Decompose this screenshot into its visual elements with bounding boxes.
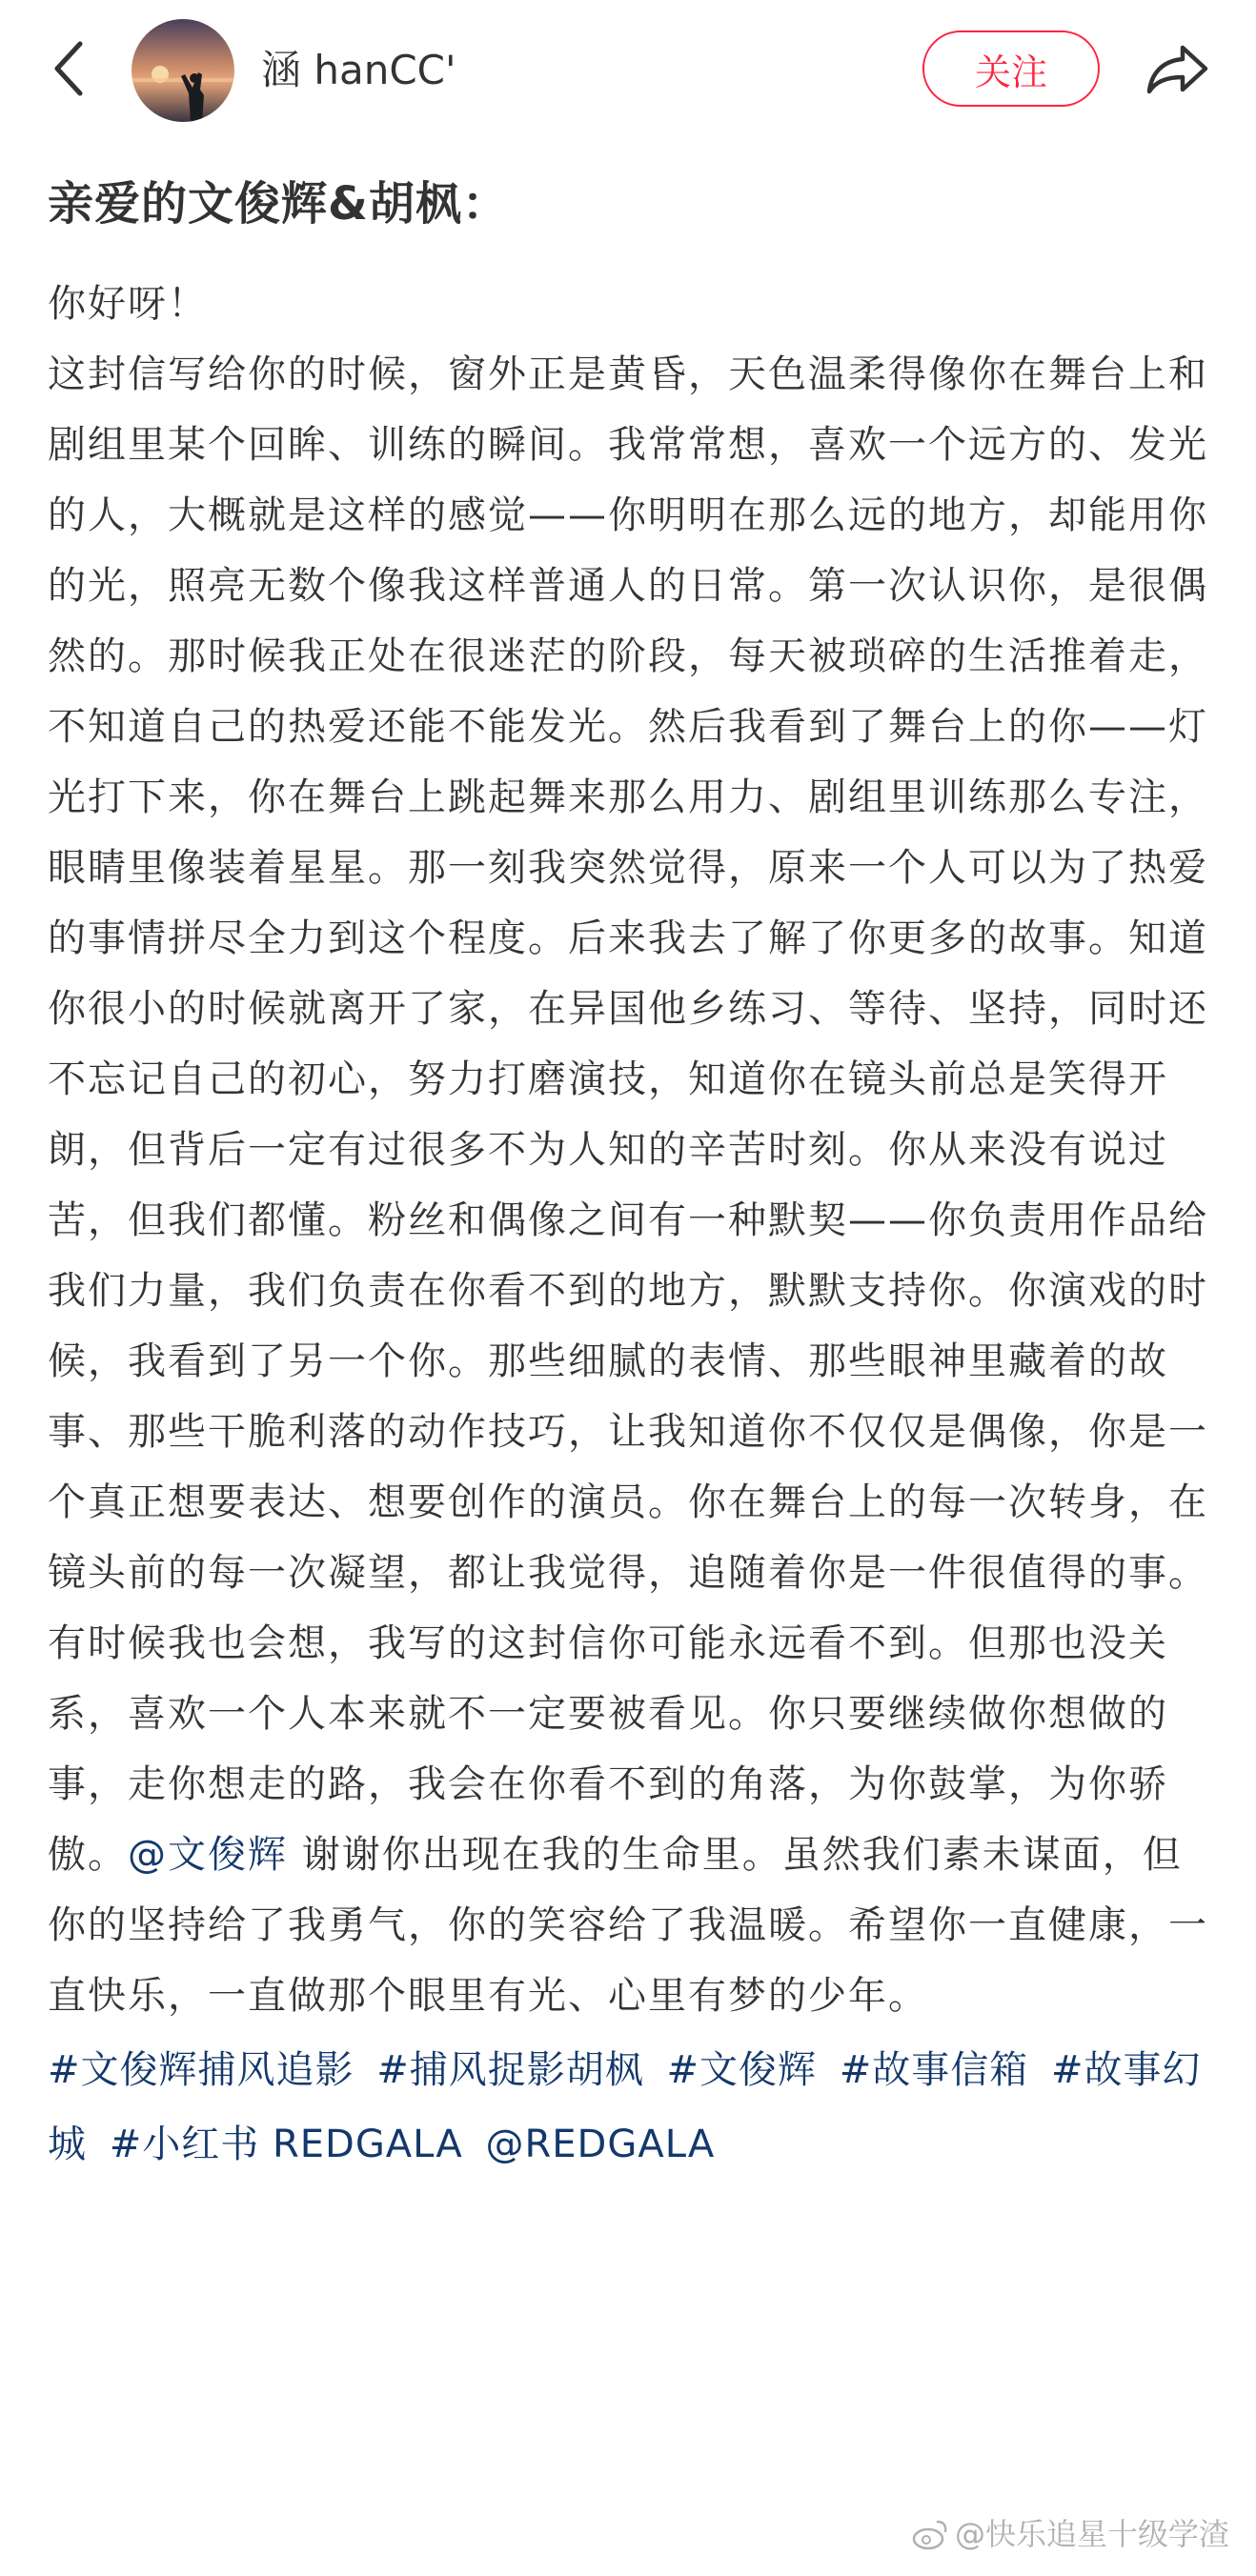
- watermark-text: @快乐追星十级学渣: [954, 2516, 1229, 2552]
- post-content: [48, 170, 1210, 2182]
- share-icon: [1145, 42, 1211, 95]
- post-greeting: 你好呀！: [48, 282, 208, 326]
- top-bar: [0, 0, 1256, 143]
- hashtag-list: [48, 2033, 1210, 2182]
- watermark: [911, 2515, 1229, 2553]
- avatar[interactable]: [132, 19, 234, 122]
- post-body-text: 这封信写给你的时候，窗外正是黄昏，天色温柔得像你在舞台上和剧组里某个回眸、训练的瞬间。我常常想，喜欢一个远方的、发光的人，大概就是这样的感觉——你明明在那么远的地方，却能用你的光，照亮无数个像我这样普通人的日常。第一次认识你，是很偶然的。那时候我正处在很迷茫的阶段，每天被琐碎的生活推着走，不知道自己的热爱还能不能发光。然后我看到了舞台上的你——灯光打下来，你在舞台上跳起舞来那么用力、剧组里训练那么专注，眼睛里像装着星星。那一刻我突然觉得，原来一个人可以为了热爱的事情拼尽全力到这个程度。后来我去了解了你更多的故事。知道你很小的时候就离开了家，在异国他乡练习、等待、坚持，同时还不忘记自己的初心，努力打磨演技，知道你在镜头前总是笑得开朗，但背后一定有过很多不为人知的辛苦时刻。你从来没有说过苦，但我们都懂。粉丝和偶像之间有一种默契——你负责用作品给我们力量，我们负责在你看不到的地方，默默支持你。你演戏的时候，我看到了另一个你。那些细腻的表情、那些眼神里藏着的故事、那些干脆利落的动作技巧，让我知道你不仅仅是偶像，你是一个真正想要表达、想要创作的演员。你在舞台上的每一次转身，在镜头前的每一次凝望，都让我觉得，追随着你是一件很值得的事。有时候我也会想，我写的这封信你可能永远看不到。但那也没关系，喜欢一个人本来就不一定要被看见。你只要继续做你想做的事，走你想走的路，我会在你看不到的角落，为你鼓掌，为你骄傲。: [48, 352, 1208, 1877]
- post-title: 亲爱的文俊辉&胡枫：: [48, 177, 509, 231]
- hashtag-link[interactable]: #小红书 REDGALA: [109, 2123, 463, 2166]
- back-button[interactable]: [42, 34, 95, 103]
- hashtag-link[interactable]: #故事幻城: [48, 2048, 1202, 2166]
- chevron-left-icon: [51, 40, 86, 97]
- username[interactable]: 涵 hanCC': [261, 47, 456, 93]
- mention-link[interactable]: @REDGALA: [485, 2123, 716, 2166]
- avatar-image: [132, 19, 234, 122]
- hashtag-link[interactable]: #故事信箱: [839, 2048, 1029, 2092]
- weibo-icon: [911, 2518, 949, 2550]
- follow-button[interactable]: 关注: [922, 30, 1100, 107]
- hashtag-link[interactable]: #文俊辉: [666, 2048, 817, 2092]
- post-body: [48, 339, 1210, 2031]
- mention-link[interactable]: @文俊辉: [128, 1833, 288, 1877]
- post-body-text-continued: 谢谢你出现在我的生命里。虽然我们素未谋面，但你的坚持给了我勇气，你的笑容给了我温暖。希望你一直健康，一直快乐，一直做那个眼里有光、心里有梦的少年。: [48, 1833, 1208, 2018]
- share-button[interactable]: [1140, 34, 1216, 103]
- hashtag-link[interactable]: #文俊辉捕风追影: [48, 2048, 355, 2092]
- hashtag-link[interactable]: #捕风捉影胡枫: [376, 2048, 644, 2092]
